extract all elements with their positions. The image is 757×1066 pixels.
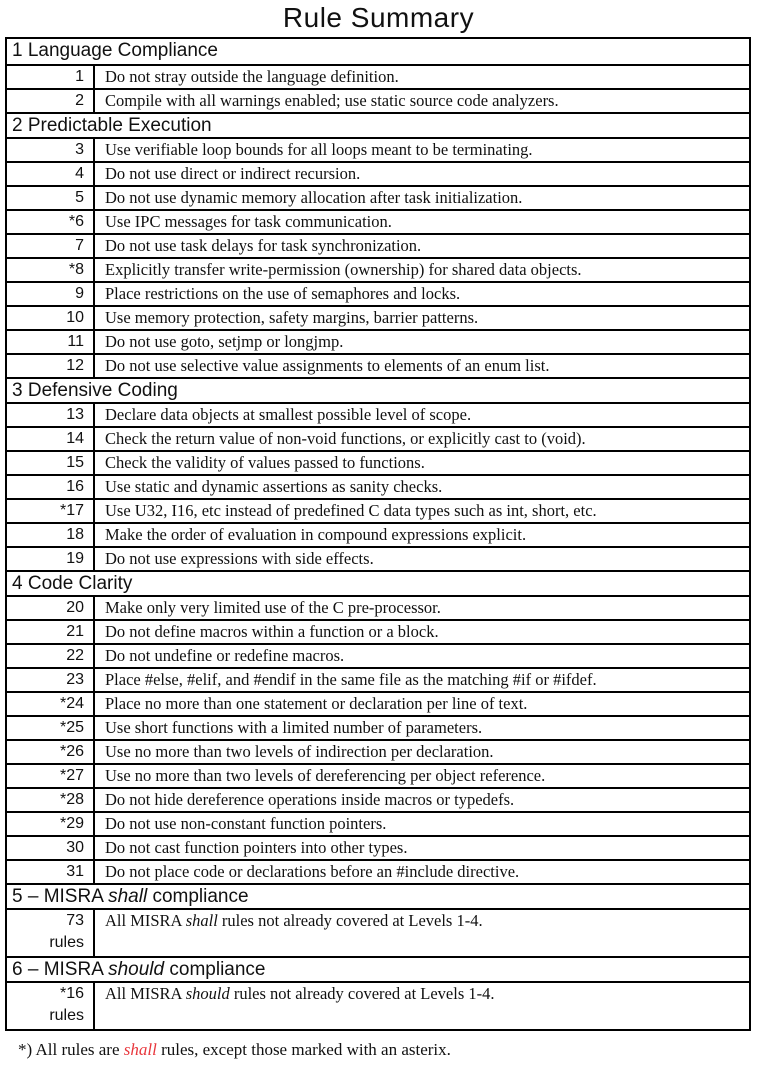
rule-row xyxy=(7,185,749,209)
rule-row xyxy=(7,137,749,161)
rule-text: Place no more than one statement or declaration per line of text. xyxy=(105,694,528,713)
rule-text: Place restrictions on the use of semaphores and locks. xyxy=(105,284,461,303)
rule-text: Do not use expressions with side effects. xyxy=(105,549,374,568)
rule-number: 13 xyxy=(7,404,95,426)
rule-row xyxy=(7,908,749,956)
section-header xyxy=(7,883,749,908)
rule-number: *28 xyxy=(7,789,95,811)
rule-row xyxy=(7,715,749,739)
rule-number: *29 xyxy=(7,813,95,835)
rule-number: *24 xyxy=(7,693,95,715)
rule-text: Do not use non-constant function pointers. xyxy=(105,814,387,833)
rule-text: Do not use task delays for task synchronization. xyxy=(105,236,422,255)
rule-row xyxy=(7,161,749,185)
rule-number-line: 73 xyxy=(66,912,84,929)
rule-row xyxy=(7,739,749,763)
rule-number: 20 xyxy=(7,597,95,619)
footnote-text-post: rules, except those marked with an asterix. xyxy=(156,1040,451,1059)
rule-number: *27 xyxy=(7,765,95,787)
italic-word: shall xyxy=(185,911,218,930)
rule-number: 19 xyxy=(7,548,95,570)
rule-number: 21 xyxy=(7,621,95,643)
rule-row xyxy=(7,209,749,233)
rule-text xyxy=(95,983,749,1029)
section-header: 4 Code Clarity xyxy=(7,570,749,595)
rule-text: Do not use direct or indirect recursion. xyxy=(105,164,361,183)
text-part: rules not already covered at Levels 1-4. xyxy=(217,911,483,930)
rule-number: 7 xyxy=(7,235,95,257)
rule-row xyxy=(7,64,749,88)
rule-text: Make only very limited use of the C pre-processor. xyxy=(105,598,441,617)
rule-row xyxy=(7,353,749,377)
rule-text xyxy=(95,910,749,956)
rule-number-line: rules xyxy=(49,1007,84,1024)
rule-number: 4 xyxy=(7,163,95,185)
rule-row xyxy=(7,474,749,498)
rule-row xyxy=(7,981,749,1029)
rule-text: Explicitly transfer write-permission (ownership) for shared data objects. xyxy=(105,260,582,279)
rule-row xyxy=(7,498,749,522)
italic-word: shall xyxy=(108,886,148,907)
text-part: 5 – MISRA xyxy=(12,886,109,907)
rule-row xyxy=(7,811,749,835)
footnote xyxy=(18,1039,757,1061)
text-part: 6 – MISRA xyxy=(12,959,109,980)
rule-row xyxy=(7,426,749,450)
footnote-shall-word: shall xyxy=(123,1040,157,1059)
rule-row xyxy=(7,546,749,570)
text-part: All MISRA xyxy=(105,911,186,930)
section-header: 3 Defensive Coding xyxy=(7,377,749,402)
rule-row xyxy=(7,859,749,883)
rule-text: Use IPC messages for task communication. xyxy=(105,212,392,231)
rule-row xyxy=(7,281,749,305)
rule-row xyxy=(7,691,749,715)
rule-number xyxy=(7,910,95,956)
rule-text: Do not cast function pointers into other types. xyxy=(105,838,408,857)
rule-number: *8 xyxy=(7,259,95,281)
section-header: 2 Predictable Execution xyxy=(7,112,749,137)
text-part: rules not already covered at Levels 1-4. xyxy=(229,984,495,1003)
rule-text: Do not undefine or redefine macros. xyxy=(105,646,345,665)
rule-number: 5 xyxy=(7,187,95,209)
rule-row xyxy=(7,763,749,787)
rule-row xyxy=(7,787,749,811)
rule-number: 22 xyxy=(7,645,95,667)
rule-number: 18 xyxy=(7,524,95,546)
rule-number: 12 xyxy=(7,355,95,377)
rule-number: 14 xyxy=(7,428,95,450)
rule-number: *6 xyxy=(7,211,95,233)
rule-row xyxy=(7,835,749,859)
rule-table xyxy=(5,37,751,1031)
rule-text: Use memory protection, safety margins, barrier patterns. xyxy=(105,308,479,327)
rule-number: *25 xyxy=(7,717,95,739)
rule-number: 23 xyxy=(7,669,95,691)
rule-text: Use short functions with a limited number of parameters. xyxy=(105,718,483,737)
rule-number-line: rules xyxy=(49,934,84,951)
section-header: 1 Language Compliance xyxy=(12,40,218,61)
rule-text: Use static and dynamic assertions as sanity checks. xyxy=(105,477,443,496)
rule-row xyxy=(7,257,749,281)
rule-number: 1 xyxy=(7,66,95,88)
rule-text: Check the validity of values passed to functions. xyxy=(105,453,425,472)
italic-word: should xyxy=(185,984,230,1003)
rule-number: 15 xyxy=(7,452,95,474)
rule-number: 10 xyxy=(7,307,95,329)
rule-text: Do not stray outside the language definition. xyxy=(105,67,399,86)
rule-text: Use no more than two levels of indirection per declaration. xyxy=(105,742,494,761)
rule-text: Check the return value of non-void functions, or explicitly cast to (void). xyxy=(105,429,586,448)
rule-text: Do not hide dereference operations inside macros or typedefs. xyxy=(105,790,515,809)
rule-number: *26 xyxy=(7,741,95,763)
rule-text: Place #else, #elif, and #endif in the same file as the matching #if or #ifdef. xyxy=(105,670,597,689)
rule-number: *17 xyxy=(7,500,95,522)
rule-text: Declare data objects at smallest possible level of scope. xyxy=(105,405,472,424)
rule-text: Use verifiable loop bounds for all loops meant to be terminating. xyxy=(105,140,533,159)
rule-row xyxy=(7,329,749,353)
italic-word: should xyxy=(108,959,165,980)
rule-row xyxy=(7,402,749,426)
rule-row xyxy=(7,643,749,667)
rule-text: Do not use selective value assignments to elements of an enum list. xyxy=(105,356,550,375)
rule-row xyxy=(7,595,749,619)
rule-number: 16 xyxy=(7,476,95,498)
rule-text: Make the order of evaluation in compound expressions explicit. xyxy=(105,525,527,544)
rule-number: 31 xyxy=(7,861,95,883)
rule-row xyxy=(7,619,749,643)
rule-row xyxy=(7,450,749,474)
rule-row xyxy=(7,88,749,112)
text-part: compliance xyxy=(147,886,249,907)
rule-text: Use U32, I16, etc instead of predefined C data types such as int, short, etc. xyxy=(105,501,597,520)
rule-number: 11 xyxy=(7,331,95,353)
rule-row xyxy=(7,667,749,691)
rule-number: 30 xyxy=(7,837,95,859)
rule-text: Do not use goto, setjmp or longjmp. xyxy=(105,332,344,351)
rule-row xyxy=(7,305,749,329)
rule-text: Do not use dynamic memory allocation after task initialization. xyxy=(105,188,523,207)
rule-row xyxy=(7,233,749,257)
rule-number-line: *16 xyxy=(59,985,84,1002)
text-part: All MISRA xyxy=(105,984,186,1003)
rule-number: 9 xyxy=(7,283,95,305)
rule-number xyxy=(7,983,95,1029)
rule-text: Do not define macros within a function or a block. xyxy=(105,622,439,641)
rule-text: Use no more than two levels of dereferencing per object reference. xyxy=(105,766,546,785)
section-header xyxy=(7,956,749,981)
page-title: Rule Summary xyxy=(282,2,475,33)
rule-row xyxy=(7,522,749,546)
text-part: compliance xyxy=(164,959,266,980)
footnote-text-pre: *) All rules are xyxy=(18,1040,124,1059)
rule-number: 3 xyxy=(7,139,95,161)
rule-number: 2 xyxy=(7,90,95,112)
rule-text: Do not place code or declarations before an #include directive. xyxy=(105,862,520,881)
rule-text: Compile with all warnings enabled; use static source code analyzers. xyxy=(105,91,559,110)
